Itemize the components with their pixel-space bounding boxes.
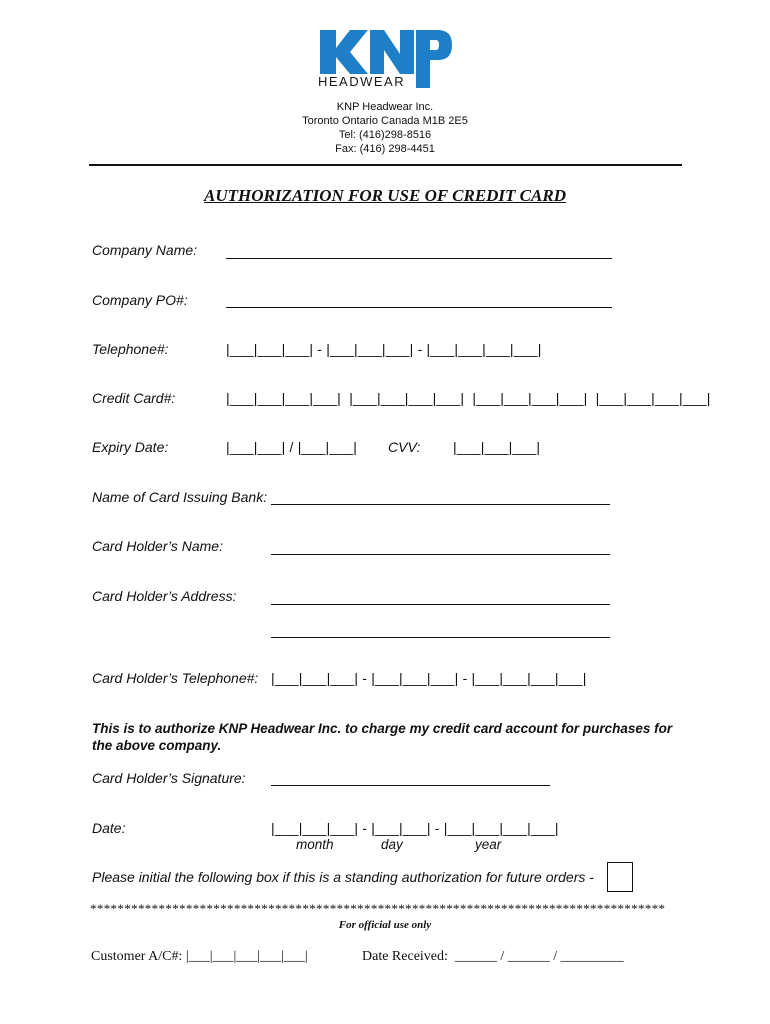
standing-authorization-text: Please initial the following box if this is a standing authorization for future orders - <box>92 869 594 885</box>
date-month-hint: month <box>296 837 334 852</box>
official-use-heading: For official use only <box>338 919 432 931</box>
page-title: AUTHORIZATION FOR USE OF CREDIT CARD <box>204 186 566 205</box>
signature-field[interactable] <box>271 785 550 786</box>
credit-card-label: Credit Card#: <box>92 390 176 406</box>
holder-name-field[interactable] <box>271 554 610 555</box>
header-divider <box>89 164 682 166</box>
company-fax: Fax: (416) 298-4451 <box>335 143 435 155</box>
company-name: KNP Headwear Inc. <box>336 101 434 113</box>
issuing-bank-field[interactable] <box>271 504 610 505</box>
expiry-field[interactable]: |___|___| / |___|___| <box>226 439 358 455</box>
date-year-hint: year <box>475 837 502 852</box>
date-label: Date: <box>92 820 126 836</box>
telephone-field[interactable]: |___|___|___| - |___|___|___| - |___|___|___|___| <box>226 341 542 357</box>
company-name-label: Company Name: <box>92 242 198 258</box>
holder-telephone-field[interactable]: |___|___|___| - |___|___|___| - |___|___|___|___| <box>271 670 587 686</box>
holder-address-label: Card Holder’s Address: <box>92 588 237 604</box>
company-po-field[interactable] <box>226 307 612 308</box>
holder-telephone-label: Card Holder’s Telephone#: <box>92 670 259 686</box>
authorization-statement: This is to authorize KNP Headwear Inc. to charge my credit card account for purchases for the above company. <box>92 721 673 753</box>
company-tel: Tel: (416)298-8516 <box>338 129 432 141</box>
expiry-label: Expiry Date: <box>92 439 169 455</box>
cvv-field[interactable]: |___|___|___| <box>453 439 541 455</box>
holder-name-label: Card Holder’s Name: <box>92 538 223 554</box>
telephone-label: Telephone#: <box>92 341 169 357</box>
company-name-field[interactable] <box>226 258 612 259</box>
company-po-label: Company PO#: <box>92 292 188 308</box>
initial-checkbox[interactable] <box>607 862 633 892</box>
date-received-field[interactable]: Date Received: ______ / ______ / _________ <box>362 949 624 964</box>
date-field[interactable]: |___|___|___| - |___|___| - |___|___|___|___| <box>271 820 559 836</box>
signature-label: Card Holder’s Signature: <box>92 770 246 786</box>
company-header <box>0 100 770 156</box>
logo-subtitle: HEADWEAR <box>318 74 406 89</box>
cvv-label: CVV: <box>388 439 421 455</box>
holder-address-field-1[interactable] <box>271 604 610 605</box>
credit-card-field[interactable]: |___|___|___|___| |___|___|___|___| |___|___|___|___| |___|___|___|___| <box>226 390 711 406</box>
company-address: Toronto Ontario Canada M1B 2E5 <box>302 115 468 127</box>
date-day-hint: day <box>381 837 403 852</box>
customer-account-field[interactable]: Customer A/C#: |___|___|___|___|___| <box>91 949 308 964</box>
holder-address-field-2[interactable] <box>271 637 610 638</box>
issuing-bank-label: Name of Card Issuing Bank: <box>92 489 268 505</box>
separator-stars: ************************************************************************************ <box>90 901 666 916</box>
